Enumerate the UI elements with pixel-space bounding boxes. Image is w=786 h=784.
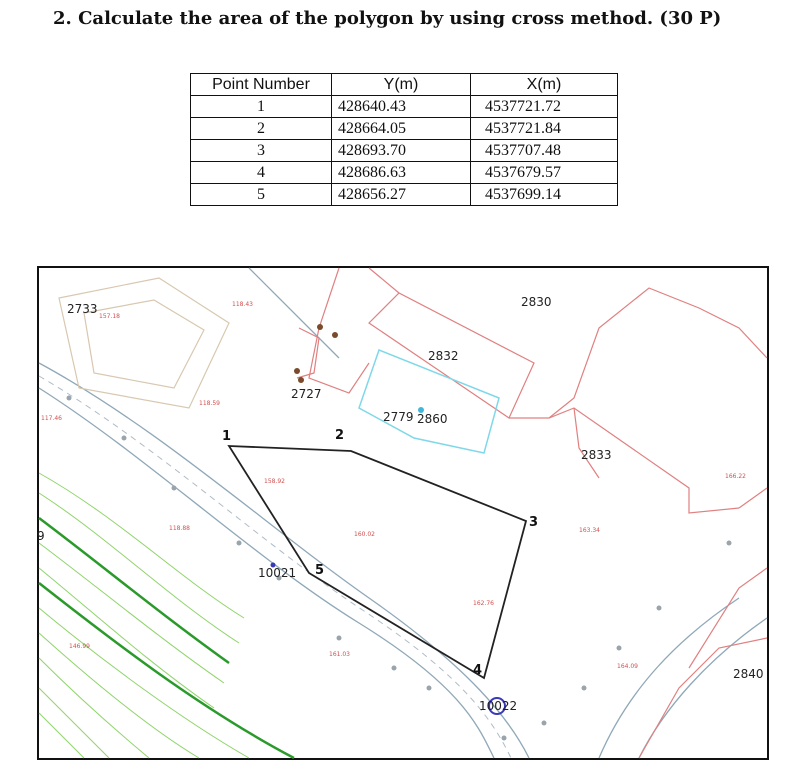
- elevation-label: 118.43: [232, 301, 253, 308]
- question-heading: [53, 8, 721, 29]
- corner-markers: [294, 324, 338, 383]
- cell-y: 428664.05: [332, 118, 471, 140]
- parcel-label: 2840: [733, 667, 764, 681]
- pool-outline: [359, 350, 499, 453]
- elevation-label: 146.99: [69, 643, 90, 650]
- question-text: Calculate the area of the polygon by using cross method. (30 P): [78, 8, 722, 29]
- header-x: X(m): [471, 74, 618, 96]
- parcel-label: 10022: [479, 699, 518, 713]
- cell-x: 4537707.48: [471, 140, 618, 162]
- elevation-label: 161.03: [329, 651, 350, 658]
- contour-lines: [39, 473, 297, 758]
- parcel-label: 2833: [581, 448, 612, 462]
- cell-point: 2: [191, 118, 332, 140]
- parcel-label: 2779: [383, 410, 414, 424]
- question-number: 2.: [53, 8, 72, 29]
- cell-point: 3: [191, 140, 332, 162]
- elevation-label: 118.59: [199, 400, 220, 407]
- parcel-label: 2832: [428, 349, 459, 363]
- road-lines: [39, 268, 767, 758]
- vertex-label: 2: [335, 428, 345, 443]
- parcel-boundaries: [59, 268, 767, 758]
- cell-y: 428640.43: [332, 96, 471, 118]
- cell-y: 428686.63: [332, 162, 471, 184]
- parcel-label: 2830: [521, 295, 552, 309]
- cell-y: 428656.27: [332, 184, 471, 206]
- cell-x: 4537699.14: [471, 184, 618, 206]
- table-row: [191, 140, 618, 162]
- vertex-label: 4: [473, 663, 483, 678]
- cell-x: 4537721.84: [471, 118, 618, 140]
- cadastral-map: [37, 266, 769, 760]
- table-header-row: [191, 74, 618, 96]
- elevation-label: 160.02: [354, 531, 375, 538]
- elevation-label: 158.92: [264, 478, 285, 485]
- parcel-label: 2860: [417, 412, 448, 426]
- table-row: [191, 118, 618, 140]
- parcel-label: 2727: [291, 387, 322, 401]
- map-canvas: [39, 268, 767, 758]
- vertex-label: 1: [222, 429, 232, 444]
- cell-point: 5: [191, 184, 332, 206]
- vertex-label: 3: [529, 515, 539, 530]
- elevation-label: 166.22: [725, 473, 746, 480]
- cell-x: 4537721.72: [471, 96, 618, 118]
- table-row: [191, 184, 618, 206]
- vertex-label: 5: [315, 563, 325, 578]
- cell-y: 428693.70: [332, 140, 471, 162]
- elevation-label: 162.76: [473, 600, 494, 607]
- header-point-number: Point Number: [191, 74, 332, 96]
- elevation-label: 163.34: [579, 527, 600, 534]
- elevation-label: 157.18: [99, 313, 120, 320]
- parcel-label: 10021: [258, 566, 297, 580]
- parcel-label: 2733: [67, 302, 98, 316]
- table-row: [191, 162, 618, 184]
- header-y: Y(m): [332, 74, 471, 96]
- table-row: [191, 96, 618, 118]
- coordinates-table: [190, 73, 618, 206]
- parcel-label: 9: [37, 529, 45, 543]
- cell-x: 4537679.57: [471, 162, 618, 184]
- road-dots: [67, 396, 732, 741]
- cell-point: 1: [191, 96, 332, 118]
- elevation-label: 117.46: [41, 415, 62, 422]
- elevation-label: 164.09: [617, 663, 638, 670]
- cell-point: 4: [191, 162, 332, 184]
- elevation-label: 118.88: [169, 525, 190, 532]
